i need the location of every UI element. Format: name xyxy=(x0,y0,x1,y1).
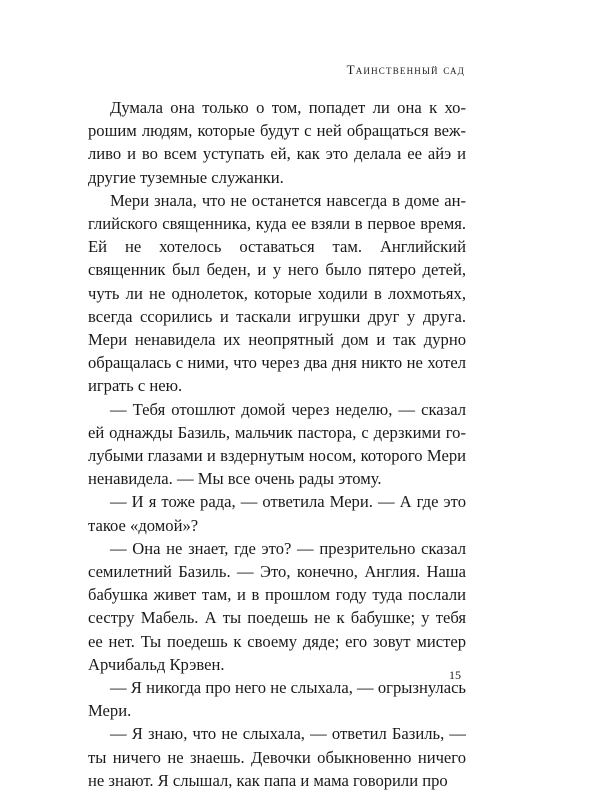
paragraph: — Она не знает, где это? — презрительно сказал семилетний Базиль. — Это, конечно, Англия. Наша бабушка живет там, и в прошлом году туда послали сестру Мабель. А ты поедешь не к бабушке; у тебя ее нет. Ты поедешь к своему дяде; его зовут мистер Арчибальд Крэвен. xyxy=(88,538,466,674)
paragraph: — Тебя отошлют домой через неделю, — сказал ей однажды Базиль, мальчик пастора, с дерзкими голубыми глазами и вздернутым носом, которого Мери ненавидела. — Мы все очень рады этому. xyxy=(88,399,466,489)
paragraph: Думала она только о том, попадет ли она к хорошим людям, которые будут с ней обращаться вежливо и во всем уступать ей, как это делала ее айэ и другие туземные служанки. xyxy=(88,98,466,187)
paragraph: — Я никогда про него не слыхала, — огрызнулась Мери. xyxy=(88,678,466,721)
body-text xyxy=(88,96,466,792)
page-number: 15 xyxy=(449,668,461,682)
paragraph: — Я знаю, что не слыхала, — ответил Базиль, — ты ничего не знаешь. Девочки обыкновенно ничего не знают. Я слышал, как папа и мама говорили про xyxy=(88,724,466,790)
paragraph: — И я тоже рада, — ответила Мери. — А где это такое «домой»? xyxy=(88,492,466,535)
paragraph: Мери знала, что не останется навсегда в доме английского священника, куда ее взяли в первое время. Ей не хотелось оставаться там. Английский священник был беден, и у него было пятеро детей, чуть ли не однолеток, которые ходили в лохмотьях, всегда ссорились и таскали игрушки друг у друга. Мери ненавидела их неопрятный дом и так дурно обращалась с ними, что через два дня никто не хотел играть с нею. xyxy=(88,190,466,396)
running-header-title: Таинственный сад xyxy=(346,62,465,77)
